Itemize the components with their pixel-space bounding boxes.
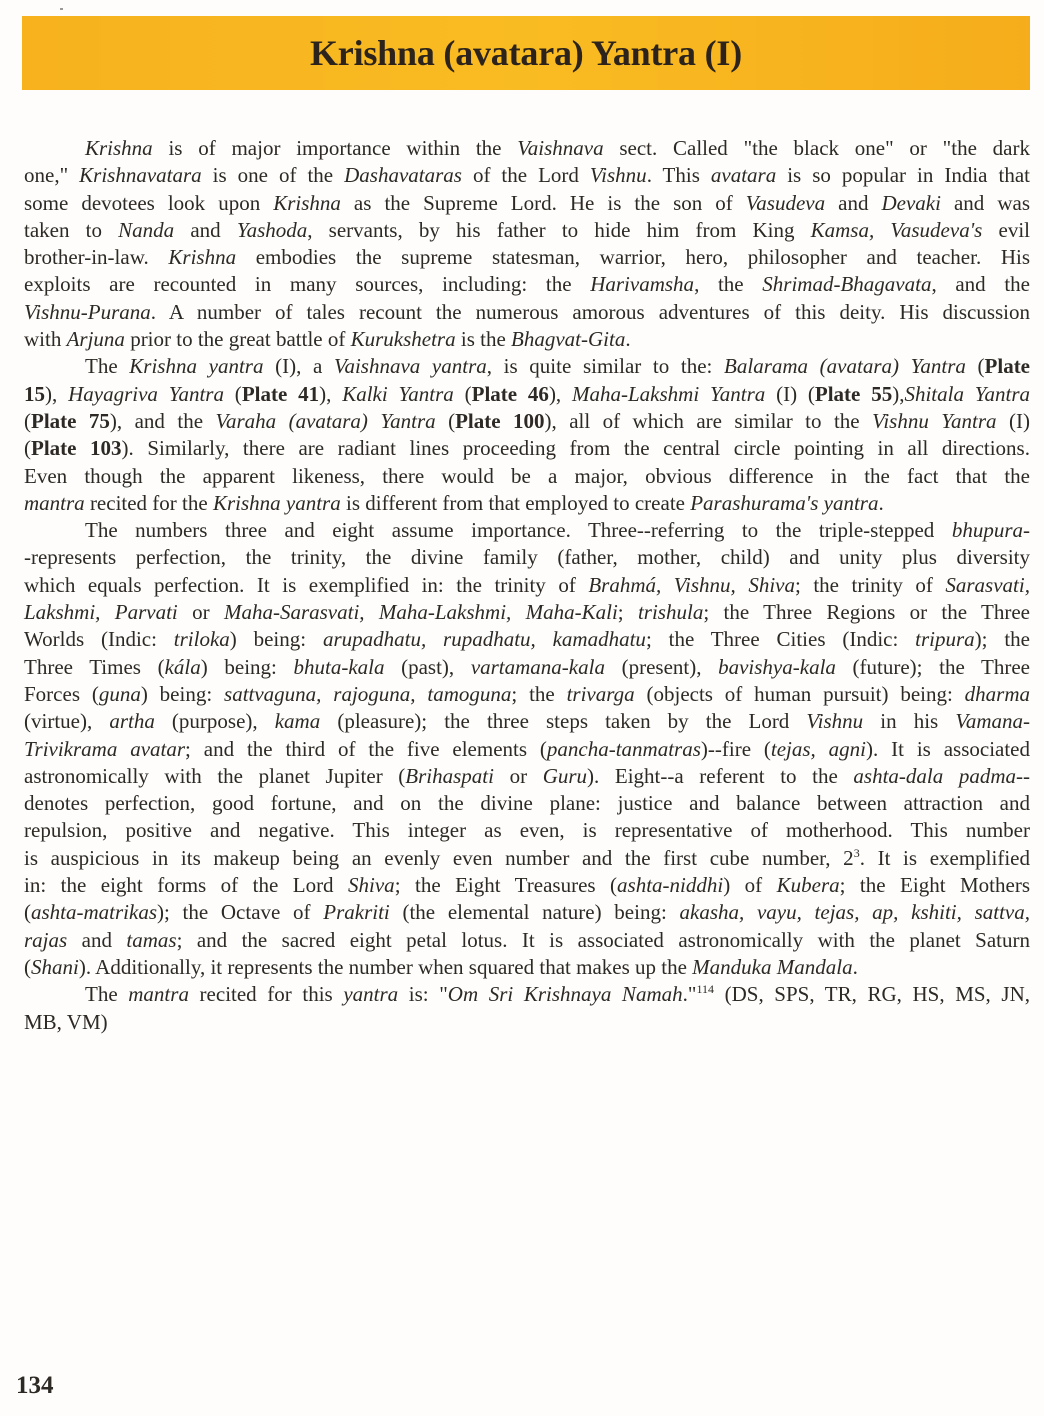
italic-term: Vamana- bbox=[955, 709, 1030, 734]
text-line bbox=[24, 244, 1030, 271]
text-run: The bbox=[85, 982, 129, 1007]
text-run: astronomically with the planet Jupiter ( bbox=[24, 763, 406, 788]
text-run: in: the eight forms of the Lord bbox=[24, 873, 349, 898]
text-run: (virtue), bbox=[24, 709, 110, 734]
text-run: , the bbox=[694, 272, 763, 297]
text-run: Three Times ( bbox=[24, 654, 165, 679]
text-line bbox=[24, 763, 1030, 790]
text-run: ( bbox=[24, 408, 31, 433]
italic-term: pancha-tanmatras bbox=[546, 736, 701, 761]
italic-term: Vaishnava bbox=[517, 136, 604, 160]
text-run: taken to bbox=[24, 217, 119, 242]
italic-term: Bhagvat-Gita bbox=[511, 327, 626, 352]
plate-reference: Plate 100 bbox=[455, 408, 545, 433]
text-line bbox=[24, 381, 1030, 408]
text-line bbox=[24, 927, 1030, 954]
text-run: ) of bbox=[723, 873, 777, 898]
page-title: Krishna (avatara) Yantra (I) bbox=[309, 33, 743, 73]
italic-term: kála bbox=[164, 654, 201, 679]
text-run: ) being: bbox=[200, 654, 294, 679]
text-run: or bbox=[177, 600, 224, 625]
text-run: denotes perfection, good fortune, and on the divine plane: justice and balance between attraction and bbox=[24, 791, 1030, 816]
text-run: and bbox=[825, 190, 882, 215]
italic-term: ashta-matrikas bbox=[31, 900, 157, 925]
text-run: ; the Eight Treasures ( bbox=[394, 873, 618, 898]
text-line bbox=[24, 845, 1030, 872]
text-run: -represents perfection, the trinity, the divine family (father, mother, child) and unity plus diversity bbox=[24, 545, 1030, 570]
text-run: Even though the apparent likeness, there would be a major, obvious difference in the fact that the bbox=[24, 463, 1030, 488]
italic-term: Vaishnava yantra bbox=[333, 354, 487, 379]
text-line bbox=[24, 162, 1030, 189]
text-run: ; the Three Regions or the Three bbox=[703, 600, 1031, 625]
text-run: (I) bbox=[996, 408, 1030, 433]
text-run: . bbox=[878, 490, 884, 515]
plate-reference: Plate 55 bbox=[814, 381, 893, 406]
italic-term: Maha-Sarasvati, Maha-Lakshmi, Maha-Kali bbox=[223, 600, 618, 625]
text-run: prior to the great battle of bbox=[124, 327, 351, 352]
italic-term: Kalki Yantra bbox=[342, 381, 454, 406]
text-run: ." bbox=[682, 982, 697, 1007]
text-run: )--fire ( bbox=[700, 736, 771, 761]
text-run: ; the Eight Mothers bbox=[839, 873, 1030, 898]
text-run: ) being: bbox=[140, 681, 225, 706]
text-run: (purpose), bbox=[154, 709, 275, 734]
page-number: 134 bbox=[16, 1372, 54, 1399]
text-run: ), bbox=[45, 381, 69, 406]
italic-term: Shani bbox=[31, 954, 79, 979]
text-line bbox=[24, 872, 1030, 899]
italic-term: Shitala Yantra bbox=[904, 381, 1031, 406]
text-line bbox=[24, 135, 1030, 162]
text-run: Worlds (Indic: bbox=[24, 627, 174, 652]
italic-term: Krishnavatara bbox=[79, 163, 202, 188]
text-run: ( bbox=[24, 900, 31, 925]
text-run: ; bbox=[617, 600, 638, 625]
text-run: ; the bbox=[511, 681, 567, 706]
text-line bbox=[24, 899, 1030, 926]
text-line bbox=[24, 954, 1030, 981]
italic-term: tejas, agni bbox=[770, 736, 867, 761]
text-run: ), all of which are similar to the bbox=[544, 408, 873, 433]
text-run: ( bbox=[453, 381, 472, 406]
text-run: ); the Octave of bbox=[157, 900, 324, 925]
italic-term: kama bbox=[274, 709, 321, 734]
text-run: and bbox=[67, 927, 127, 952]
text-line bbox=[24, 517, 1030, 544]
italic-term: avatara bbox=[710, 163, 777, 188]
text-run: ) being: bbox=[229, 627, 323, 652]
plate-reference: Plate 46 bbox=[471, 381, 549, 406]
title-band bbox=[22, 16, 1030, 90]
text-line bbox=[24, 190, 1030, 217]
italic-term: trishula bbox=[637, 600, 704, 625]
body-text bbox=[24, 135, 1030, 1036]
text-line bbox=[24, 217, 1030, 244]
text-run: ( bbox=[24, 954, 31, 979]
text-line bbox=[24, 817, 1030, 844]
text-run: (objects of human pursuit) being: bbox=[634, 681, 965, 706]
italic-term: Shiva bbox=[348, 873, 395, 898]
text-line bbox=[24, 736, 1030, 763]
text-run: with bbox=[24, 327, 67, 352]
italic-term: dharma bbox=[964, 681, 1031, 706]
italic-term: Brihaspati bbox=[405, 763, 494, 788]
italic-term: Vasudeva bbox=[745, 190, 826, 215]
text-run: sect. Called "the black one" or "the dark bbox=[603, 136, 1030, 160]
plate-reference: Plate 103 bbox=[31, 436, 122, 461]
italic-term: Guru bbox=[542, 763, 588, 788]
text-run: . bbox=[852, 954, 858, 979]
text-run: (DS, SPS, TR, RG, HS, MS, JN, bbox=[714, 982, 1031, 1007]
italic-term: Parashurama's yantra bbox=[690, 490, 879, 515]
italic-term: Krishna bbox=[273, 190, 341, 215]
italic-term: sattvaguna, rajoguna, tamoguna bbox=[224, 681, 512, 706]
text-run: . This bbox=[646, 163, 711, 188]
italic-term: Kubera bbox=[776, 873, 840, 898]
text-run: The numbers three and eight assume importance. Three--referring to the triple-stepped bbox=[85, 518, 952, 543]
text-run: - bbox=[1023, 518, 1030, 543]
text-run: which equals perfection. It is exemplified in: the trinity of bbox=[24, 572, 589, 597]
italic-term: ashta-dala padma bbox=[853, 763, 1017, 788]
text-run: exploits are recounted in many sources, including: the bbox=[24, 272, 591, 297]
italic-term: Brahmá, Vishnu, Shiva bbox=[588, 572, 795, 597]
italic-term: tripura bbox=[915, 627, 975, 652]
text-run: evil bbox=[982, 217, 1031, 242]
italic-term: Yashoda bbox=[236, 217, 308, 242]
italic-term: Nanda bbox=[118, 217, 175, 242]
text-run: . bbox=[625, 327, 631, 352]
text-run: is one of the bbox=[201, 163, 345, 188]
text-run: -- bbox=[1016, 763, 1031, 788]
text-run: ; and the sacred eight petal lotus. It is associated astronomically with the planet Saturn bbox=[176, 927, 1030, 952]
text-line bbox=[24, 353, 1030, 380]
text-run: is of major importance within the bbox=[152, 136, 518, 160]
italic-term: Vishnu bbox=[589, 163, 647, 188]
italic-term: Harivamsha bbox=[590, 272, 695, 297]
italic-term: Kurukshetra bbox=[350, 327, 456, 352]
text-run: recited for this bbox=[188, 982, 344, 1007]
italic-term: Vishnu Yantra bbox=[872, 408, 997, 433]
italic-term: trivarga bbox=[566, 681, 635, 706]
italic-term: Krishna bbox=[85, 136, 153, 160]
text-run: The bbox=[85, 354, 130, 379]
italic-term: Kamsa, Vasudeva's bbox=[810, 217, 983, 242]
text-line bbox=[24, 463, 1030, 490]
plate-reference: Plate 41 bbox=[241, 381, 320, 406]
text-run: recited for the bbox=[84, 490, 213, 515]
text-run: , and the bbox=[931, 272, 1030, 297]
italic-term: mantra bbox=[24, 490, 85, 515]
italic-term: yantra bbox=[343, 982, 399, 1007]
text-run: ). Similarly, there are radiant lines proceeding from the central circle pointing in all directions. bbox=[121, 436, 1030, 461]
text-run: . A number of tales recount the numerous amorous adventures of this deity. His discussion bbox=[150, 299, 1030, 324]
text-line bbox=[24, 626, 1030, 653]
italic-term: Hayagriva Yantra bbox=[68, 381, 224, 406]
text-run: , is quite similar to the: bbox=[486, 354, 725, 379]
italic-term: artha bbox=[109, 709, 155, 734]
text-run: (I) ( bbox=[765, 381, 815, 406]
italic-term: Om Sri Krishnaya Namah bbox=[447, 982, 683, 1007]
italic-term: Balarama (avatara) Yantra bbox=[724, 354, 966, 379]
text-run: (pleasure); the three steps taken by the Lord bbox=[320, 709, 807, 734]
text-line bbox=[24, 490, 1030, 517]
italic-term: Varaha (avatara) Yantra bbox=[215, 408, 436, 433]
italic-term: Devaki bbox=[881, 190, 941, 215]
text-run: one," bbox=[24, 163, 80, 188]
text-run: or bbox=[493, 763, 543, 788]
italic-term: Vishnu bbox=[806, 709, 864, 734]
italic-term: Manduka Mandala bbox=[692, 954, 853, 979]
italic-term: Arjuna bbox=[66, 327, 125, 352]
text-run: , servants, by his father to hide him from King bbox=[307, 217, 811, 242]
text-line bbox=[24, 654, 1030, 681]
italic-term: Krishna yantra bbox=[129, 354, 264, 379]
text-line bbox=[24, 271, 1030, 298]
italic-term: Shrimad-Bhagavata bbox=[762, 272, 932, 297]
text-line bbox=[24, 408, 1030, 435]
italic-term: akasha, vayu, tejas, ap, kshiti, sattva, bbox=[679, 900, 1030, 925]
plate-reference: Plate bbox=[984, 354, 1031, 379]
text-run: ( bbox=[24, 436, 31, 461]
text-line bbox=[24, 326, 1030, 353]
italic-term: Krishna bbox=[168, 245, 237, 270]
text-run: ; the Three Cities (Indic: bbox=[645, 627, 916, 652]
italic-term: Prakriti bbox=[323, 900, 390, 925]
text-run: of the Lord bbox=[461, 163, 590, 188]
scan-mark bbox=[60, 8, 63, 10]
text-run: ( bbox=[223, 381, 242, 406]
text-run: in his bbox=[863, 709, 956, 734]
text-run: ), bbox=[319, 381, 343, 406]
text-run: is so popular in India that bbox=[776, 163, 1030, 188]
text-line bbox=[24, 981, 1030, 1008]
text-run: some devotees look upon bbox=[24, 190, 274, 215]
text-run: Forces ( bbox=[24, 681, 99, 706]
text-run: (I), a bbox=[263, 354, 334, 379]
italic-term: ashta-niddhi bbox=[617, 873, 724, 898]
text-line bbox=[24, 572, 1030, 599]
text-line bbox=[24, 299, 1030, 326]
text-run: (the elemental nature) being: bbox=[389, 900, 680, 925]
text-run: ); the bbox=[974, 627, 1030, 652]
text-run: is auspicious in its makeup being an evenly even number and the first cube number, 2 bbox=[24, 845, 854, 870]
text-run: and bbox=[174, 217, 237, 242]
plate-reference: 15 bbox=[24, 381, 45, 406]
text-run: ), bbox=[892, 381, 905, 406]
italic-term: Dashavataras bbox=[344, 163, 462, 188]
text-run: ), and the bbox=[109, 408, 216, 433]
text-run: is different from that employed to create bbox=[340, 490, 691, 515]
text-run: and was bbox=[940, 190, 1030, 215]
text-line bbox=[24, 599, 1030, 626]
text-run: (past), bbox=[384, 654, 471, 679]
italic-term: bavishya-kala bbox=[718, 654, 836, 679]
plate-reference: Plate 75 bbox=[31, 408, 110, 433]
text-run: (future); the Three bbox=[835, 654, 1030, 679]
superscript: 3 bbox=[853, 845, 860, 860]
italic-term: tamas bbox=[126, 927, 177, 952]
text-run: MB, VM) bbox=[24, 1009, 108, 1034]
italic-term: Krishna yantra bbox=[212, 490, 341, 515]
text-run: ( bbox=[965, 354, 985, 379]
text-run: ). It is associated bbox=[866, 736, 1030, 761]
text-run: is: " bbox=[398, 982, 448, 1007]
text-run: as the Supreme Lord. He is the son of bbox=[340, 190, 746, 215]
text-run: ), bbox=[548, 381, 573, 406]
text-line bbox=[24, 544, 1030, 571]
text-run: embodies the supreme statesman, warrior, hero, philosopher and teacher. His bbox=[236, 245, 1031, 270]
text-run: is the bbox=[455, 327, 512, 352]
text-run: (present), bbox=[604, 654, 719, 679]
text-line bbox=[24, 681, 1030, 708]
italic-term: Sarasvati, bbox=[945, 572, 1030, 597]
text-run: ). Eight--a referent to the bbox=[587, 763, 854, 788]
text-line bbox=[24, 708, 1030, 735]
italic-term: Maha-Lakshmi Yantra bbox=[572, 381, 766, 406]
italic-term: Trivikrama avatar bbox=[24, 736, 186, 761]
text-run: ; and the third of the five elements ( bbox=[185, 736, 547, 761]
text-run: ( bbox=[435, 408, 456, 433]
italic-term: arupadhatu, rupadhatu, kamadhatu bbox=[322, 627, 646, 652]
text-line bbox=[24, 790, 1030, 817]
italic-term: triloka bbox=[173, 627, 230, 652]
italic-term: bhuta-kala bbox=[293, 654, 385, 679]
italic-term: Lakshmi, Parvati bbox=[24, 600, 178, 625]
superscript: 114 bbox=[696, 982, 714, 997]
text-run: ). Additionally, it represents the number when squared that makes up the bbox=[78, 954, 693, 979]
text-line bbox=[24, 435, 1030, 462]
text-run: ; the trinity of bbox=[794, 572, 946, 597]
italic-term: mantra bbox=[128, 982, 189, 1007]
italic-term: bhupura bbox=[951, 518, 1023, 543]
text-run: brother-in-law. bbox=[24, 245, 169, 270]
text-run: repulsion, positive and negative. This integer as even, is representative of motherhood. This number bbox=[24, 818, 1030, 843]
italic-term: Vishnu-Purana bbox=[24, 299, 151, 324]
italic-term: guna bbox=[98, 681, 141, 706]
text-line bbox=[24, 1009, 1030, 1036]
italic-term: rajas bbox=[24, 927, 68, 952]
italic-term: vartamana-kala bbox=[470, 654, 605, 679]
text-run: . It is exemplified bbox=[859, 845, 1030, 870]
